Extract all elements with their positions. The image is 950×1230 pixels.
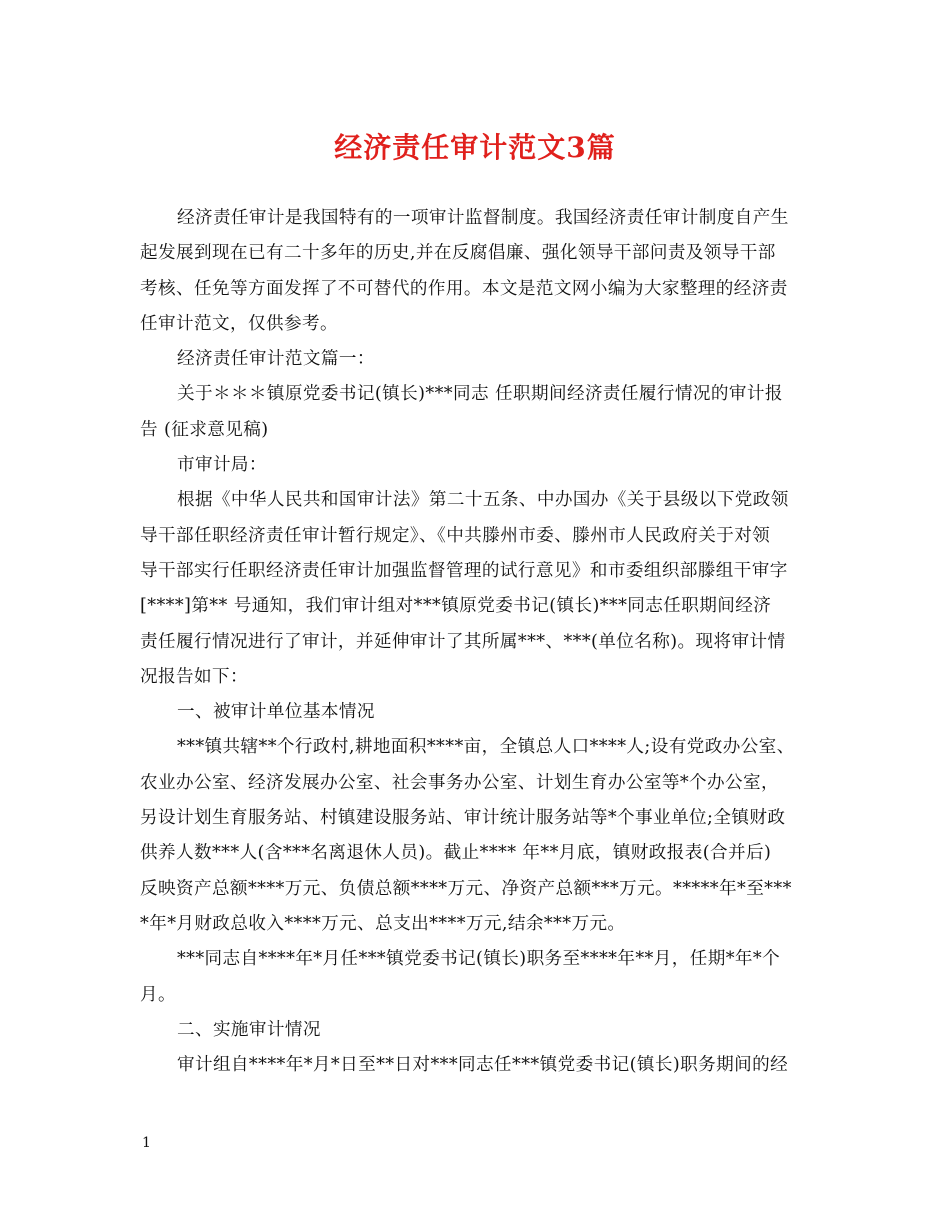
body-line: 市审计局：: [176, 455, 267, 476]
body-line: ***同志自****年*月任***镇党委书记(镇长)职务至****年**月，任期*年*个: [176, 949, 781, 970]
body-line: 考核、任免等方面发挥了不可替代的作用。本文是范文网小编为大家整理的经济责: [140, 278, 788, 299]
body-line: 导干部实行任职经济责任审计加强监督管理的试行意见》和市委组织部滕组干审字: [140, 560, 788, 581]
body-line: 关于＊＊＊镇原党委书记(镇长)***同志 任职期间经济责任履行情况的审计报: [176, 384, 783, 405]
body-line: 月。: [140, 984, 176, 1005]
body-line: [****]第** 号通知，我们审计组对***镇原党委书记(镇长)***同志任职期间经济: [140, 596, 772, 617]
body-line: 供养人数***人(含***名离退休人员)。截止**** 年**月底，镇财政报表(合并后): [140, 843, 772, 864]
document-title: 经济责任审计范文3篇: [334, 131, 616, 164]
body-line: 根据《中华人民共和国审计法》第二十五条、中办国办《关于县级以下党政领: [176, 490, 789, 511]
body-line: 审计组自****年*月*日至**日对***同志任***镇党委书记(镇长)职务期间的经: [176, 1055, 789, 1076]
page-number: 1: [142, 1135, 151, 1151]
body-line: ***镇共辖**个行政村,耕地面积****亩，全镇总人口****人;设有党政办公室、: [176, 737, 795, 758]
body-line: 经济责任审计是我国特有的一项审计监督制度。我国经济责任审计制度自产生: [176, 208, 789, 228]
body-line: 导干部任职经济责任审计暂行规定》、《中共滕州市委、滕州市人民政府关于对领: [140, 525, 771, 546]
body-line: 另设计划生育服务站、村镇建设服务站、审计统计服务站等*个事业单位;全镇财政: [140, 808, 786, 829]
document-body: [140, 201, 812, 1083]
body-line: 农业办公室、经济发展办公室、社会事务办公室、计划生育办公室等*个办公室，: [140, 772, 779, 793]
body-line: 一、被审计单位基本情况: [176, 702, 375, 723]
body-line: 经济责任审计范文篇一：: [176, 349, 375, 370]
body-line: 任审计范文，仅供参考。: [140, 313, 338, 334]
body-line: *年*月财政总收入****万元、总支出****万元,结余***万元。: [140, 913, 626, 934]
body-line: 二、实施审计情况: [176, 1019, 321, 1040]
body-line: 起发展到现在已有二十多年的历史,并在反腐倡廉、强化领导干部问责及领导干部: [140, 243, 776, 264]
body-line: 况报告如下：: [140, 666, 248, 687]
body-line: 告 (征求意见稿): [140, 419, 269, 440]
body-line: 反映资产总额****万元、负债总额****万元、净资产总额***万元。*****年*至***: [140, 878, 792, 899]
body-line: 责任履行情况进行了审计，并延伸审计了其所属***、***(单位名称)。现将审计情: [140, 631, 786, 652]
